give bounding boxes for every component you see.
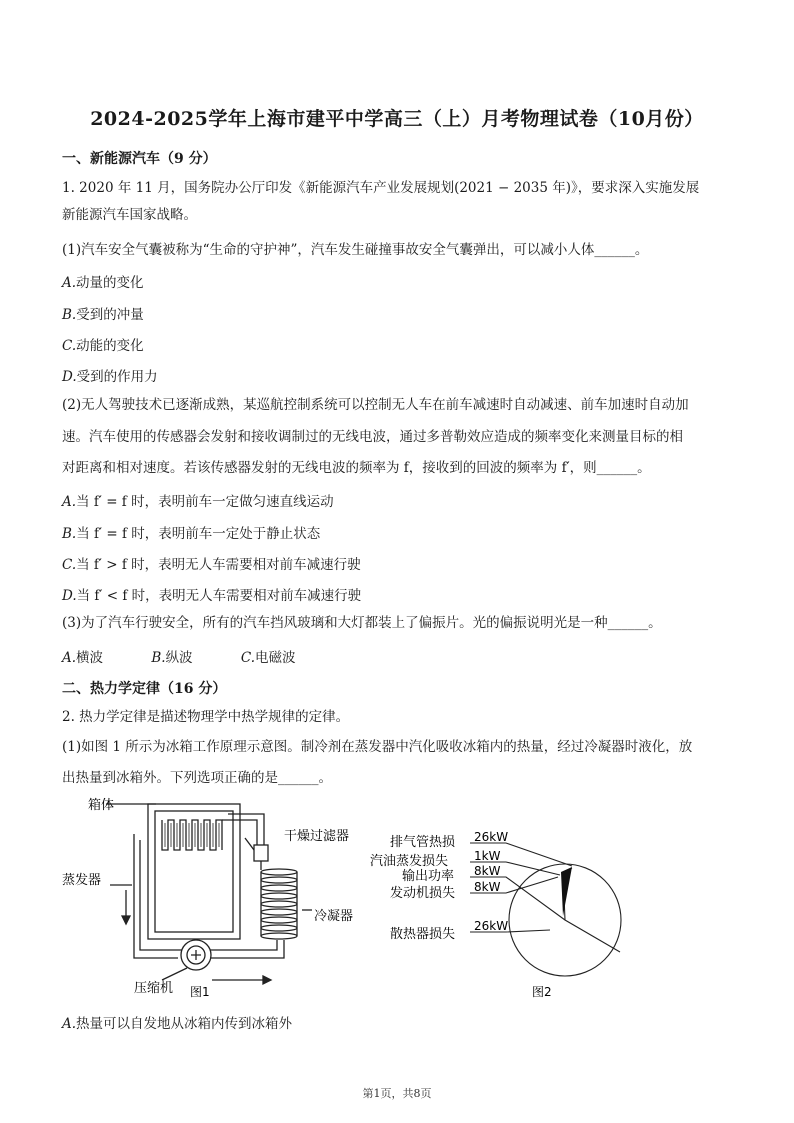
pie-label-engine: 发动机损失 (390, 886, 456, 901)
q1-p1-option-c: C.动能的变化 (62, 338, 144, 354)
q1-p3-option-a: A.横波 (62, 650, 104, 666)
pie-value-radiator: 26kW (474, 919, 509, 933)
label-compressor: 压缩机 (134, 981, 174, 996)
section-heading-2: 二、热力学定律（16 分） (62, 681, 227, 697)
pie-divider (563, 872, 620, 952)
q1-p2-stem-line2: 速。汽车使用的传感器会发射和接收调制过的无线电波，通过多普勒效应造成的频率变化来测量目标的相 (62, 429, 683, 445)
q1-p3-option-c: C.电磁波 (240, 650, 296, 666)
pie-value-evaporation: 1kW (474, 849, 501, 863)
pie-slice-filled (561, 867, 572, 916)
label-box: 箱体 (88, 798, 115, 813)
figure-2-energy-pie (370, 820, 640, 1005)
label-condenser: 冷凝器 (314, 909, 354, 924)
label-filter: 干燥过滤器 (284, 829, 350, 844)
q1-p2-option-a: A.当 f′ = f 时，表明前车一定做匀速直线运动 (62, 494, 334, 510)
q1-p3-options (62, 646, 340, 666)
q1-intro-line2: 新能源汽车国家战略。 (62, 207, 197, 223)
figure-1-refrigerator (62, 790, 372, 1005)
q1-p1-option-b: B.受到的冲量 (62, 307, 144, 323)
q1-intro-line1: 1. 2020 年 11 月，国务院办公厅印发《新能源汽车产业发展规划(2021 − 2035 年)》，要求深入实施发展 (62, 180, 700, 196)
q1-p1-option-d: D.受到的作用力 (62, 369, 158, 385)
pie-label-output: 输出功率 (402, 869, 455, 884)
figure-1-caption: 图1 (190, 985, 210, 999)
page-footer: 第1页，共8页 (362, 1087, 432, 1100)
dryer-filter (254, 845, 268, 861)
condenser-coil (261, 861, 297, 939)
pie-label-radiator: 散热器损失 (390, 927, 456, 942)
pie-label-evaporation: 汽油蒸发损失 (370, 854, 449, 869)
figure-2-caption: 图2 (532, 985, 552, 999)
q1-p1-option-a: A.动量的变化 (62, 275, 144, 291)
q2-p1-line2: 出热量到冰箱外。下列选项正确的是______。 (62, 770, 332, 786)
section-heading-1: 一、新能源汽车（9 分） (62, 151, 217, 167)
pie-value-exhaust: 26kW (474, 830, 509, 844)
q1-p1-stem: (1)汽车安全气囊被称为“生命的守护神”，汽车发生碰撞事故安全气囊弹出，可以减小人体______。 (62, 242, 649, 258)
pie-label-exhaust: 排气管热损 (390, 835, 456, 850)
q1-p2-option-c: C.当 f′ > f 时，表明无人车需要相对前车减速行驶 (62, 557, 361, 573)
q2-p1-option-a: A.热量可以自发地从冰箱内传到冰箱外 (62, 1016, 293, 1032)
q1-p2-option-d: D.当 f′ < f 时，表明无人车需要相对前车减速行驶 (62, 588, 362, 604)
q1-p2-stem-line3: 对距离和相对速度。若该传感器发射的无线电波的频率为 f，接收到的回波的频率为 f′，则______。 (62, 460, 651, 476)
q1-p2-option-b: B.当 f′ = f 时，表明前车一定处于静止状态 (62, 526, 321, 542)
label-evaporator: 蒸发器 (62, 873, 102, 888)
q2-intro: 2. 热力学定律是描述物理学中热学规律的定律。 (62, 709, 350, 725)
q1-p2-stem-line1: (2)无人驾驶技术已逐渐成熟，某巡航控制系统可以控制无人车在前车减速时自动减速、前车加速时自动加 (62, 397, 689, 413)
q2-p1-line1: (1)如图 1 所示为冰箱工作原理示意图。制冷剂在蒸发器中汽化吸收冰箱内的热量，经过冷凝器时液化，放 (62, 739, 693, 755)
pie-value-engine: 8kW (474, 880, 501, 894)
pie-value-output: 8kW (474, 864, 501, 878)
q1-p3-stem: (3)为了汽车行驶安全，所有的汽车挡风玻璃和大灯都装上了偏振片。光的偏振说明光是一种______。 (62, 615, 662, 631)
q1-p3-option-b: B.纵波 (151, 650, 193, 666)
page-title: 2024-2025学年上海市建平中学高三（上）月考物理试卷（10月份） (90, 108, 704, 130)
